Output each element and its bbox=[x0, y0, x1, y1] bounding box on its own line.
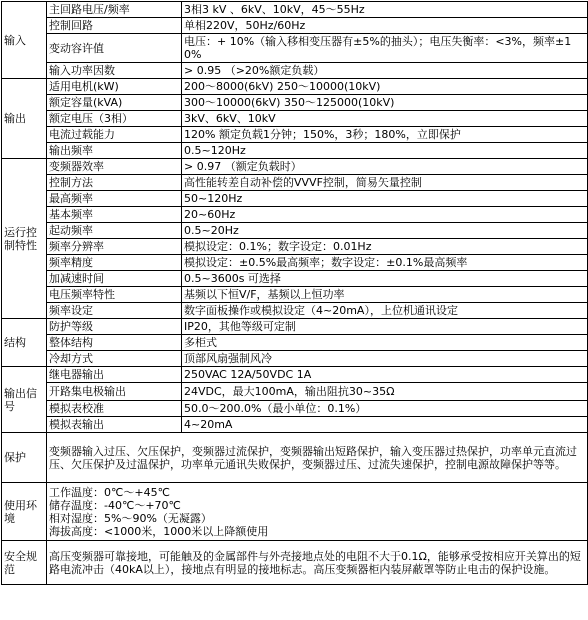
spec-value: 20~60Hz bbox=[182, 207, 588, 223]
table-row bbox=[2, 335, 588, 351]
spec-value: 高压变频器可靠接地，可能触及的金属部件与外壳接地点处的电阻不大于0.1Ω，能够承受按相应开关算出的短路电流冲击（40kA以上），接地点有明显的接地标志。高压变频器柜内装屏蔽罩等防止电击的保护设施。 bbox=[47, 541, 588, 585]
spec-table bbox=[1, 1, 588, 585]
spec-item: 整体结构 bbox=[47, 335, 182, 351]
spec-item: 频率精度 bbox=[47, 255, 182, 271]
section-category: 输出 bbox=[2, 79, 47, 159]
spec-value: 3kV、6kV、10kV bbox=[182, 111, 588, 127]
spec-item: 变动容许值 bbox=[47, 34, 182, 63]
spec-value: 3相3 kV 、6kV、10kV，45～55Hz bbox=[182, 2, 588, 18]
spec-value: 高性能转差自动补偿的VVVF控制，简易矢量控制 bbox=[182, 175, 588, 191]
spec-table-body bbox=[2, 2, 588, 585]
table-row bbox=[2, 239, 588, 255]
spec-item: 继电器输出 bbox=[47, 367, 182, 383]
spec-item: 变频器效率 bbox=[47, 159, 182, 175]
table-row bbox=[2, 18, 588, 34]
spec-value: 模拟设定：±0.5%最高频率；数字设定：±0.1%最高频率 bbox=[182, 255, 588, 271]
spec-value: 250VAC 12A/50VDC 1A bbox=[182, 367, 588, 383]
table-row bbox=[2, 207, 588, 223]
spec-item: 控制方法 bbox=[47, 175, 182, 191]
spec-item: 开路集电极输出 bbox=[47, 383, 182, 401]
spec-value: 顶部风扇强制风冷 bbox=[182, 351, 588, 367]
spec-item: 防护等级 bbox=[47, 319, 182, 335]
spec-value: 200～8000(6kV) 250～10000(10kV) bbox=[182, 79, 588, 95]
table-row bbox=[2, 95, 588, 111]
spec-item: 模拟表校准 bbox=[47, 401, 182, 417]
table-row bbox=[2, 223, 588, 239]
spec-value: 50~120Hz bbox=[182, 191, 588, 207]
spec-item: 频率设定 bbox=[47, 303, 182, 319]
section-category: 安全规范 bbox=[2, 541, 47, 585]
spec-value: IP20，其他等级可定制 bbox=[182, 319, 588, 335]
spec-value: 50.0～200.0%（最小单位：0.1%） bbox=[182, 401, 588, 417]
table-row bbox=[2, 175, 588, 191]
spec-item: 模拟表输出 bbox=[47, 417, 182, 433]
table-row bbox=[2, 483, 588, 541]
table-row bbox=[2, 433, 588, 483]
table-row bbox=[2, 383, 588, 401]
table-row bbox=[2, 2, 588, 18]
spec-item: 输入功率因数 bbox=[47, 63, 182, 79]
table-row bbox=[2, 63, 588, 79]
table-row bbox=[2, 287, 588, 303]
spec-item: 频率分辨率 bbox=[47, 239, 182, 255]
spec-value: 0.5~120Hz bbox=[182, 143, 588, 159]
spec-value: 模拟设定：0.1%；数字设定：0.01Hz bbox=[182, 239, 588, 255]
spec-value: 0.5~20Hz bbox=[182, 223, 588, 239]
table-row bbox=[2, 319, 588, 335]
spec-value: > 0.95 （>20%额定负载） bbox=[182, 63, 588, 79]
table-row bbox=[2, 159, 588, 175]
spec-item: 冷却方式 bbox=[47, 351, 182, 367]
spec-item: 输出频率 bbox=[47, 143, 182, 159]
spec-value: 0.5~3600s 可选择 bbox=[182, 271, 588, 287]
spec-value: 电压：+ 10%（输入移相变压器有±5%的抽头）；电压失衡率：<3%，频率±10% bbox=[182, 34, 588, 63]
spec-item: 额定容量(kVA) bbox=[47, 95, 182, 111]
spec-value: 变频器输入过压、欠压保护，变频器过流保护，变频器输出短路保护，输入变压器过热保护，功率单元直流过压、欠压保护及过温保护，功率单元通讯失败保护，变频器过压、过流失速保护，控制电源故障保护等等。 bbox=[47, 433, 588, 483]
table-row bbox=[2, 191, 588, 207]
spec-item: 控制回路 bbox=[47, 18, 182, 34]
spec-value: 300～10000(6kV) 350～125000(10kV) bbox=[182, 95, 588, 111]
spec-value: 120% 额定负载1分钟；150%，3秒；180%，立即保护 bbox=[182, 127, 588, 143]
section-category: 输出信号 bbox=[2, 367, 47, 433]
spec-value: 单相220V，50Hz/60Hz bbox=[182, 18, 588, 34]
table-row bbox=[2, 541, 588, 585]
section-category: 使用环境 bbox=[2, 483, 47, 541]
table-row bbox=[2, 143, 588, 159]
spec-item: 最高频率 bbox=[47, 191, 182, 207]
spec-value: > 0.97 （额定负载时） bbox=[182, 159, 588, 175]
spec-value: 多柜式 bbox=[182, 335, 588, 351]
spec-value: 24VDC，最大100mA，输出阻抗30~35Ω bbox=[182, 383, 588, 401]
spec-item: 基本频率 bbox=[47, 207, 182, 223]
spec-value: 4~20mA bbox=[182, 417, 588, 433]
section-category: 结构 bbox=[2, 319, 47, 367]
table-row bbox=[2, 303, 588, 319]
spec-item: 起动频率 bbox=[47, 223, 182, 239]
section-category: 输入 bbox=[2, 2, 47, 79]
spec-item: 电流过载能力 bbox=[47, 127, 182, 143]
table-row bbox=[2, 255, 588, 271]
table-row bbox=[2, 401, 588, 417]
spec-item: 主回路电压/频率 bbox=[47, 2, 182, 18]
spec-item: 电压频率特性 bbox=[47, 287, 182, 303]
table-row bbox=[2, 271, 588, 287]
spec-item: 适用电机(kW) bbox=[47, 79, 182, 95]
table-row bbox=[2, 417, 588, 433]
spec-value: 基频以下恒V/F，基频以上恒功率 bbox=[182, 287, 588, 303]
section-category: 运行控制特性 bbox=[2, 159, 47, 319]
table-row bbox=[2, 367, 588, 383]
spec-value: 数字面板操作或模拟设定（4~20mA），上位机通讯设定 bbox=[182, 303, 588, 319]
table-row bbox=[2, 79, 588, 95]
spec-item: 加减速时间 bbox=[47, 271, 182, 287]
section-category: 保护 bbox=[2, 433, 47, 483]
spec-item: 额定电压（3相） bbox=[47, 111, 182, 127]
table-row bbox=[2, 127, 588, 143]
table-row bbox=[2, 351, 588, 367]
table-row bbox=[2, 111, 588, 127]
table-row bbox=[2, 34, 588, 63]
spec-value: 工作温度：0℃～+45℃ 储存温度：-40℃～+70℃ 相对湿度：5%～90%（无凝露） 海拔高度：<1000米，1000米以上降额使用 bbox=[47, 483, 588, 541]
